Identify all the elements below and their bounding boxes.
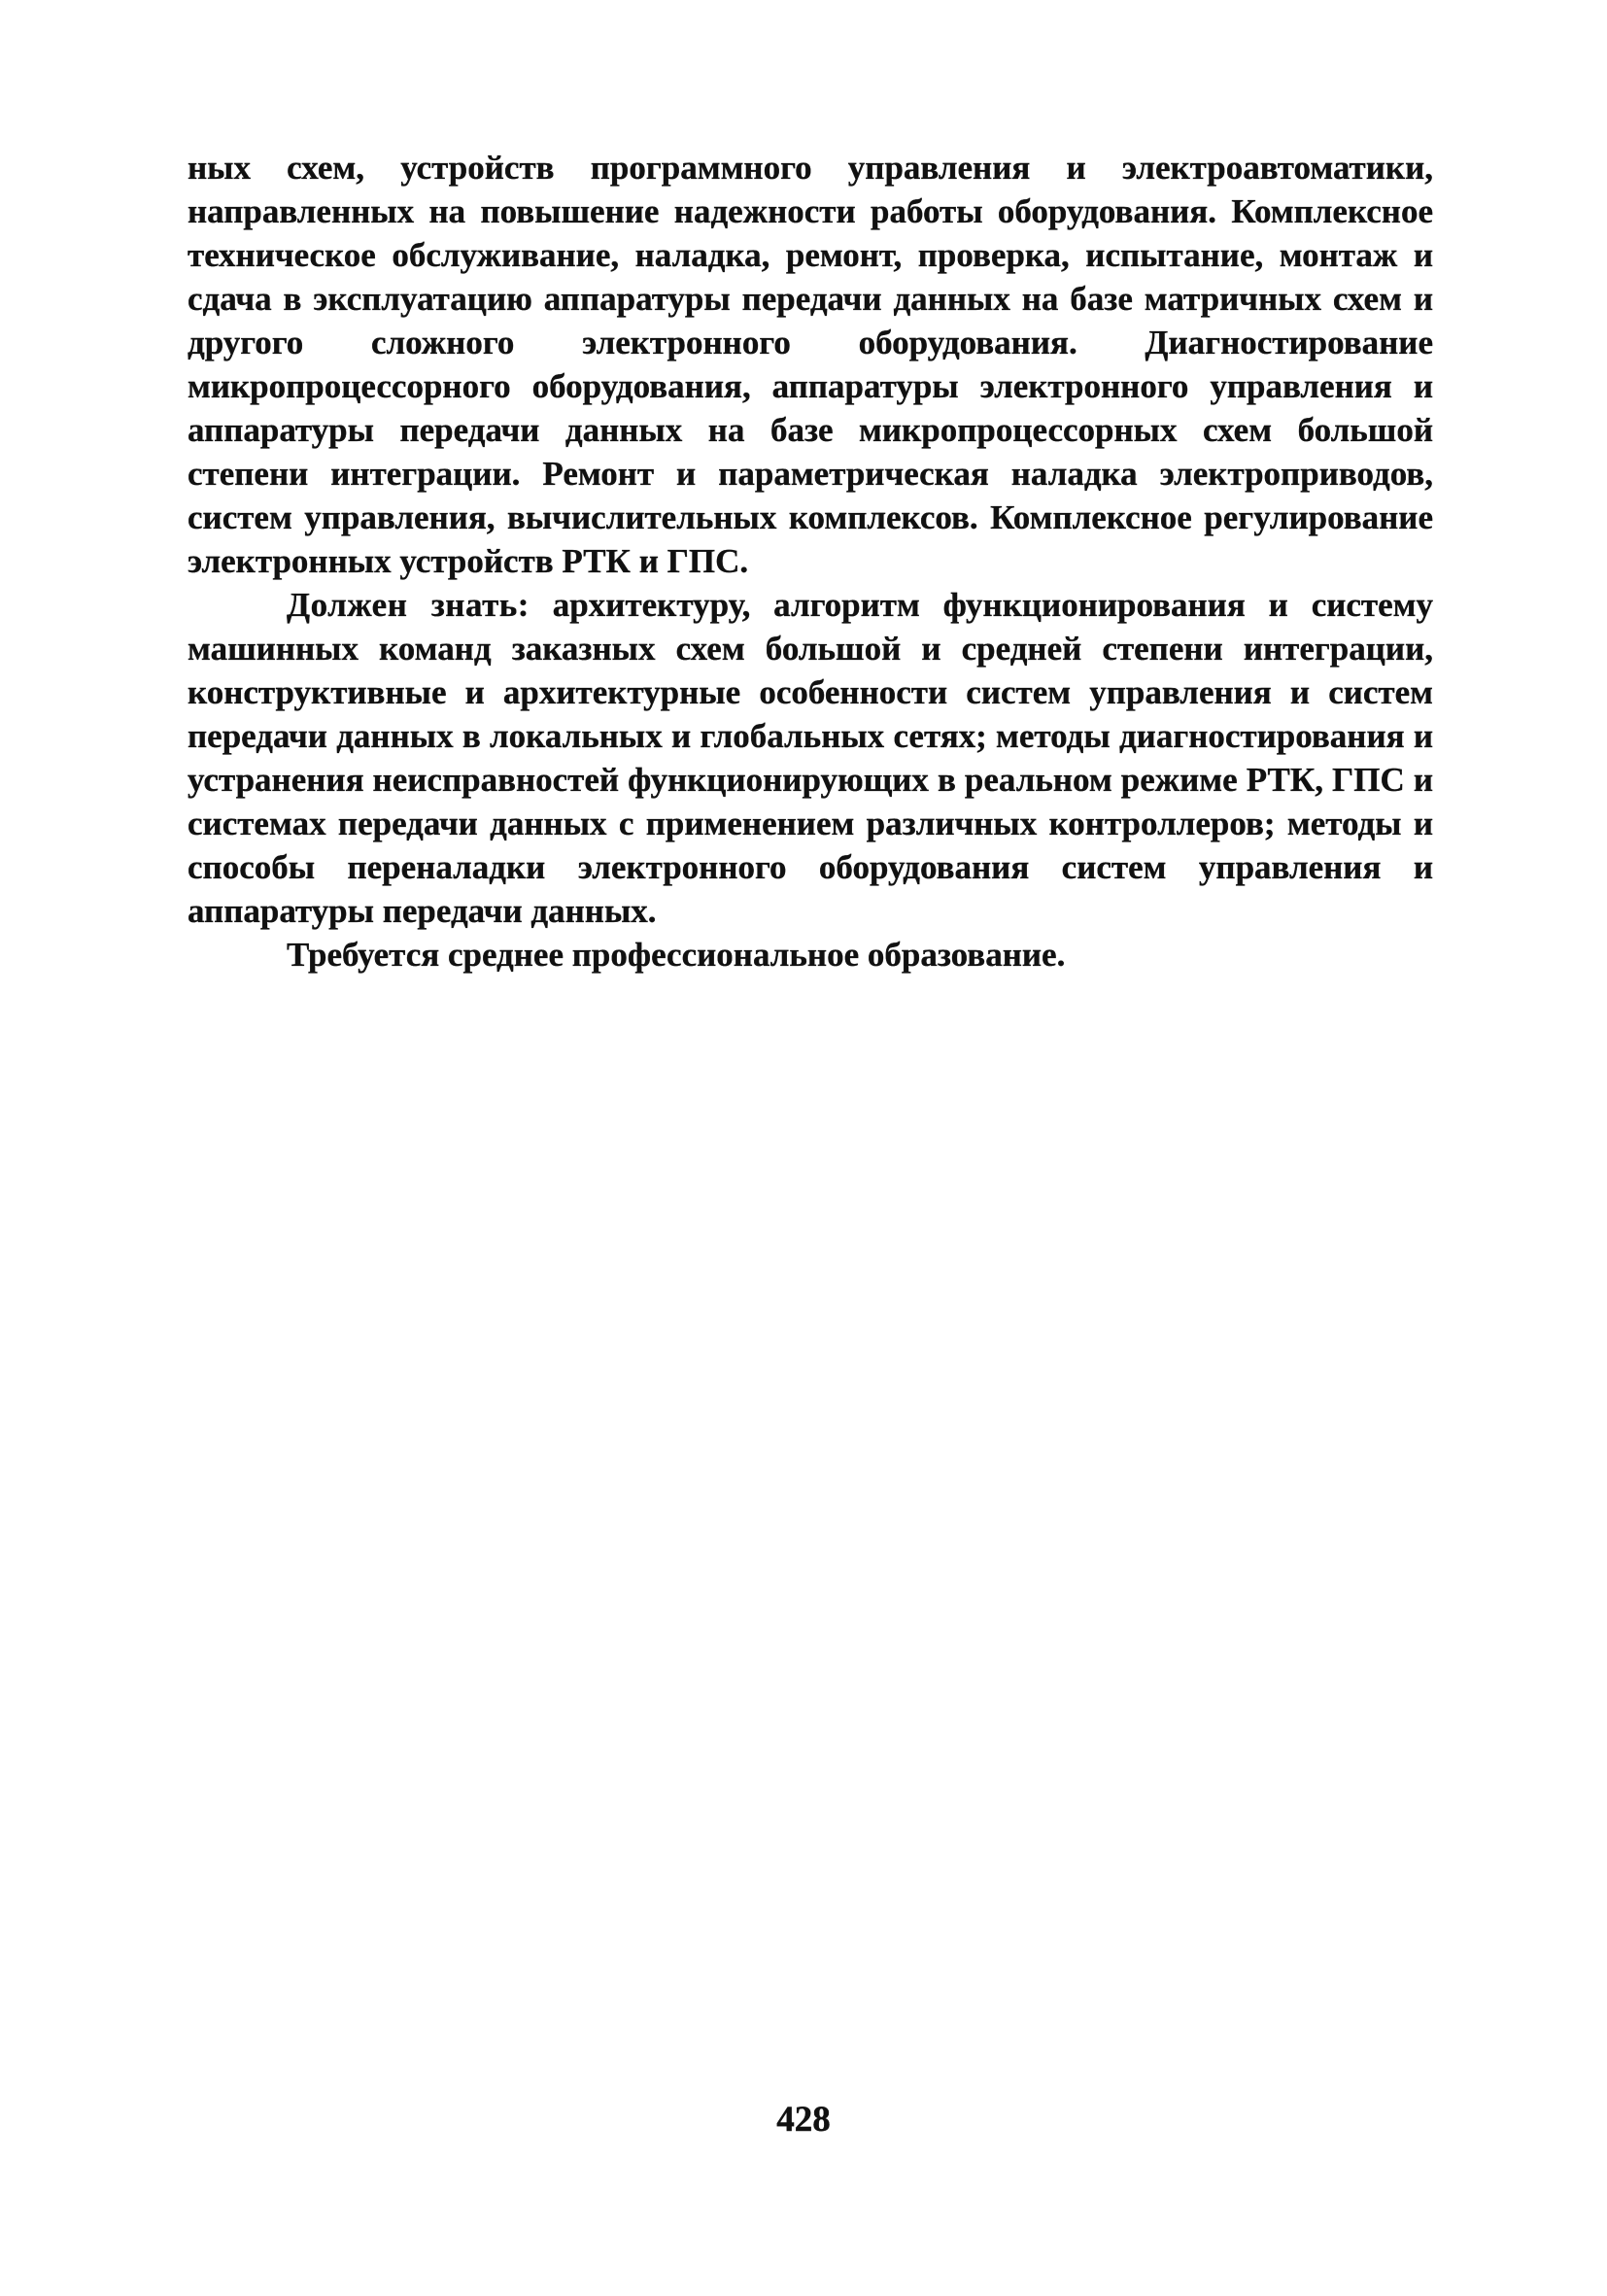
paragraph-requirements-body: архитектуру, алгоритм функционирования и систему машинных команд заказных схем большой и средней степени интеграции, конструктивные и архитектурные особенности систем управления и систем передачи данных в локальных и глобальных сетях; методы диагностирования и устранения неисправностей функционирующих в реальном режиме РТК, ГПС и системах передачи данных с применением различных контроллеров; методы и способы переналадки электронного оборудования систем управления и аппаратуры передачи данных.: [188, 586, 1433, 930]
paragraph-education: Требуется среднее профессиональное образование.: [287, 936, 1066, 974]
body-text: [188, 146, 1433, 977]
page-number: 428: [776, 2100, 831, 2140]
paragraph-continuation: ных схем, устройств программного управления и электроавтоматики, направленных на повышение надежности работы оборудования. Комплексное техническое обслуживание, наладка, ремонт, проверка, испытание, монтаж и сдача в эксплуатацию аппаратуры передачи данных на базе матричных схем и другого сложного электронного оборудования. Диагностирование микропроцессорного оборудования, аппаратуры электронного управления и аппаратуры передачи данных на базе микропроцессорных схем большой степени интеграции. Ремонт и параметрическая наладка электроприводов, систем управления, вычислительных комплексов. Комплексное регулирование электронных устройств РТК и ГПС.: [188, 149, 1433, 580]
paragraph-requirements: [188, 583, 1433, 933]
paragraph-lead-term: Должен знать:: [287, 586, 530, 624]
